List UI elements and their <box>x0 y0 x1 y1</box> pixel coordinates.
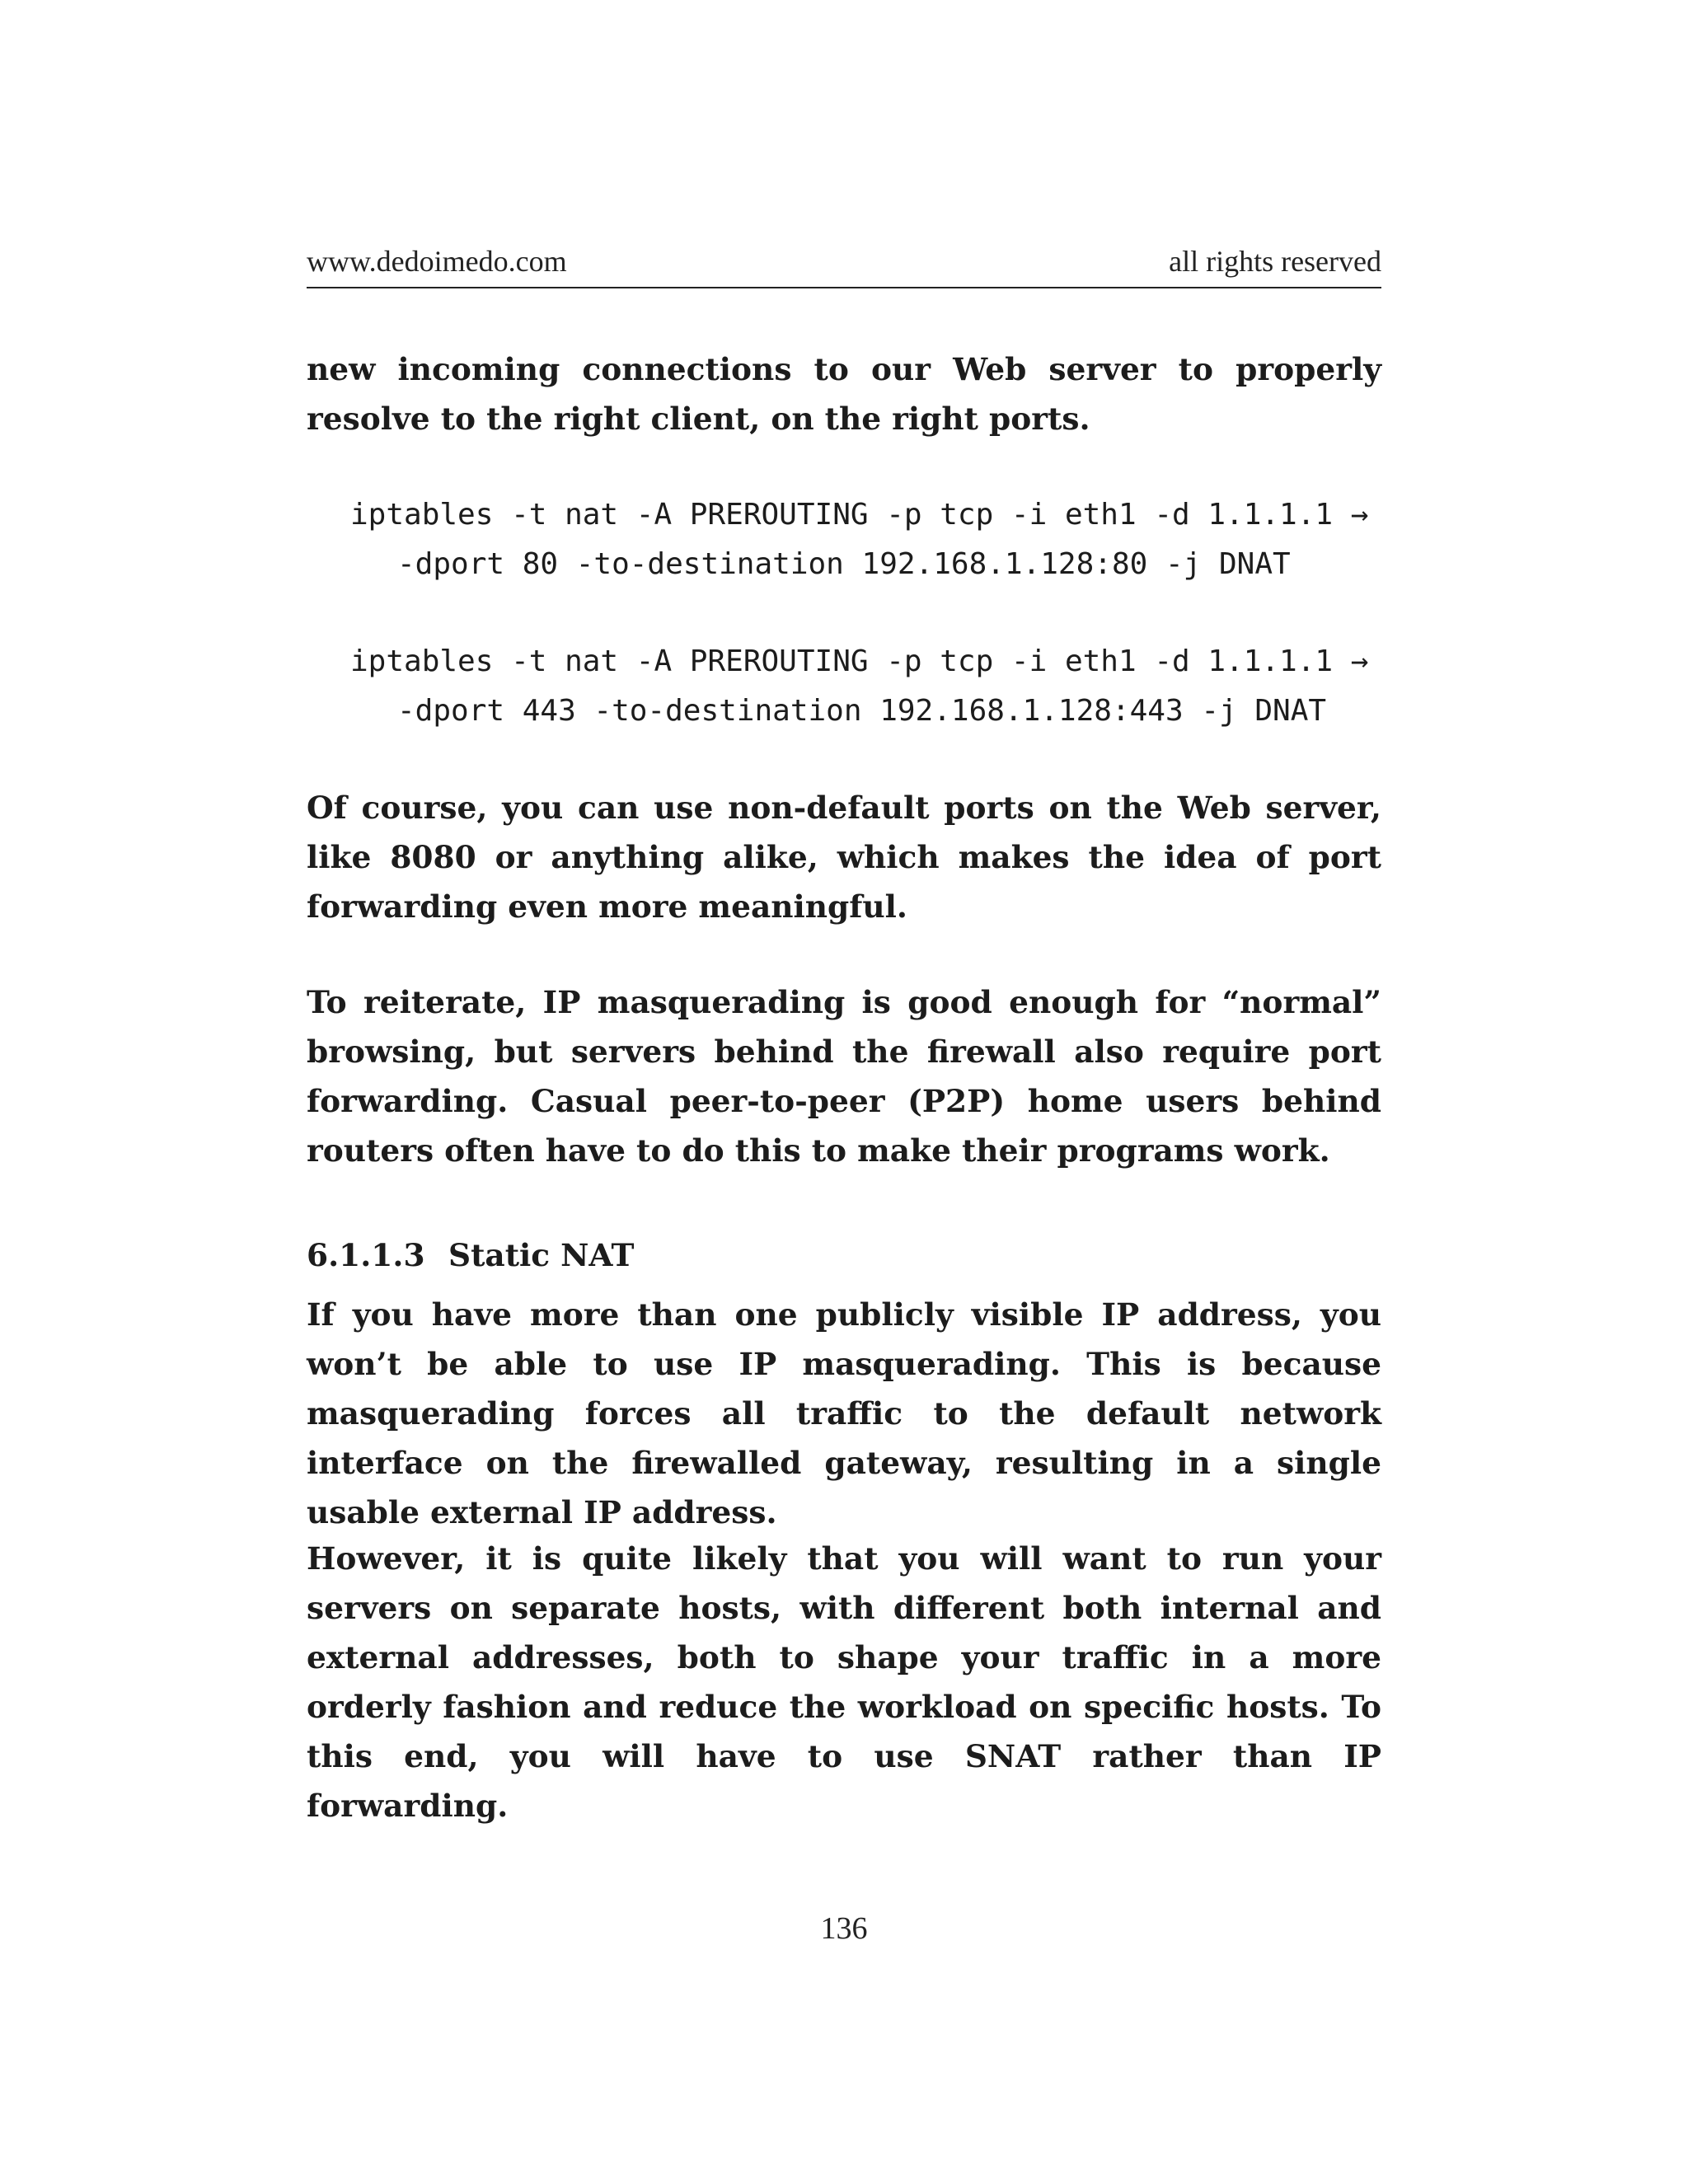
section-title: Static NAT <box>448 1237 635 1273</box>
section-heading <box>307 1230 634 1280</box>
code-line: -dport 80 -to-destination 192.168.1.128:80 -j DNAT <box>397 547 1291 581</box>
header-site-url: www.dedoimedo.com <box>307 245 567 278</box>
paragraph-incoming-connections: new incoming connections to our Web server to properly resolve to the right client, on the right ports. <box>307 351 1381 437</box>
code-line: iptables -t nat -A PREROUTING -p tcp -i eth1 -d 1.1.1.1 → <box>350 498 1369 532</box>
section-number: 6.1.1.3 <box>307 1237 425 1273</box>
paragraph-static-nat-intro: If you have more than one publicly visible IP address, you won’t be able to use IP masquerading. This is because masquerading forces all traffic to the default network interface on the firewalled gateway, resulting in a single usable external IP address. <box>307 1296 1381 1530</box>
page-header <box>307 239 1381 288</box>
paragraph-reiterate: To reiterate, IP masquerading is good enough for “normal” browsing, but servers behind the firewall also require port forwarding. Casual peer-to-peer (P2P) home users behind routers often have to do this to make their programs work. <box>307 984 1381 1169</box>
code-line: -dport 443 -to-destination 192.168.1.128:443 -j DNAT <box>397 694 1327 728</box>
page-number: 136 <box>820 1911 868 1946</box>
header-rights-notice: all rights reserved <box>1169 245 1381 278</box>
code-line: iptables -t nat -A PREROUTING -p tcp -i eth1 -d 1.1.1.1 → <box>350 644 1369 678</box>
paragraph-snat: However, it is quite likely that you will want to run your servers on separate hosts, with different both internal and external addresses, both to shape your traffic in a more orderly fashion and reduce the workload on specific hosts. To this end, you will have to use SNAT rather than IP forwarding. <box>307 1540 1381 1824</box>
paragraph-non-default-ports: Of course, you can use non-default ports on the Web server, like 8080 or anything alike, which makes the idea of port forwarding even more meaningful. <box>307 790 1381 925</box>
